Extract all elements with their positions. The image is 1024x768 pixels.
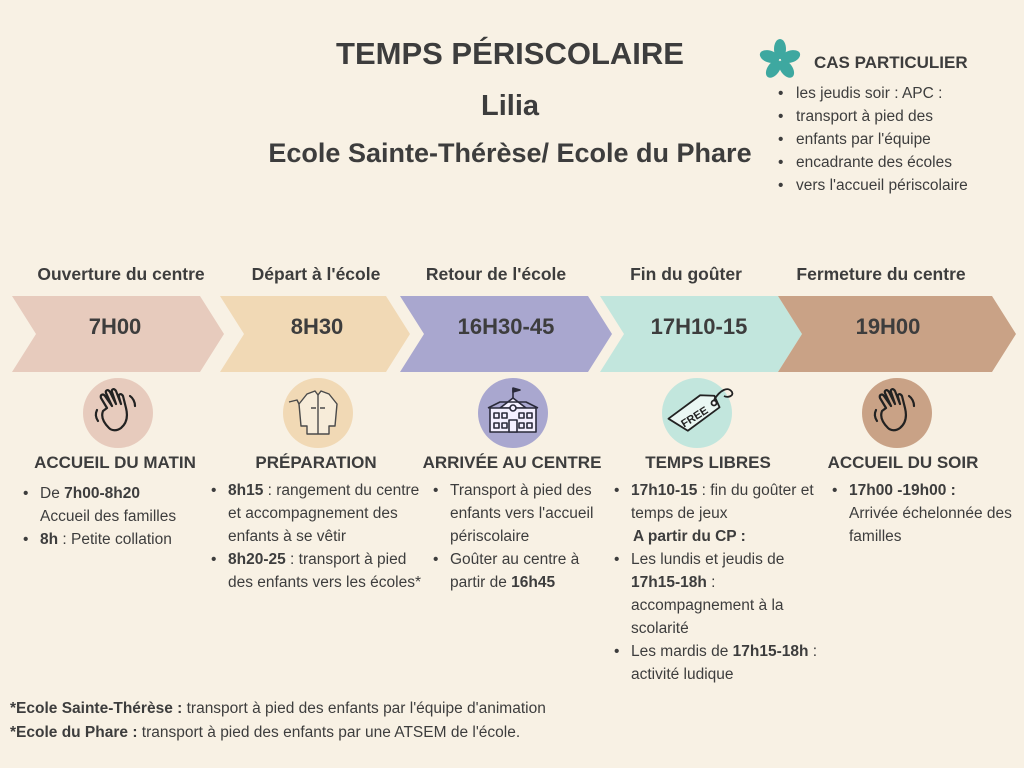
stage-label-departure: Départ à l'école	[251, 264, 381, 284]
list-item: • 17h00 -19h00 : Arrivée échelonnée des familles	[829, 479, 1019, 548]
prep-list	[208, 479, 434, 594]
evening-list	[829, 479, 1019, 548]
evening-icon-circle	[862, 378, 932, 448]
free-tag-text: FREE	[679, 404, 711, 431]
waving-hand-icon	[862, 378, 932, 448]
special-case-list	[776, 82, 1016, 197]
section-title-evening: ACCUEIL DU SOIR	[827, 453, 979, 472]
page-subtitle: Lilia	[480, 90, 539, 122]
list-item: • Goûter au centre à partir de 16h45	[430, 548, 610, 594]
footnote-phare: *Ecole du Phare : transport à pied des enfants par une ATSEM de l'école.	[10, 724, 521, 741]
list-item: • Les lundis et jeudis de 17h15-18h : accompagnement à la scolarité	[611, 548, 837, 640]
section-title-prep: PRÉPARATION	[255, 453, 377, 472]
asterisk-icon	[758, 38, 802, 82]
stage-label-snack-end: Fin du goûter	[630, 264, 742, 284]
time-departure: 8H30	[290, 314, 344, 339]
list-item: • 17h10-15 : fin du goûter et temps de jeux	[611, 479, 837, 525]
stage-label-opening: Ouverture du centre	[37, 264, 205, 284]
time-opening: 7H00	[88, 314, 142, 339]
list-item: • 8h20-25 : transport à pied des enfants vers les écoles*	[208, 548, 434, 594]
special-case-title: CAS PARTICULIER	[814, 53, 968, 72]
schools-heading: Ecole Sainte-Thérèse/ Ecole du Phare	[268, 138, 752, 168]
special-case-line: • transport à pied des	[776, 105, 1016, 128]
time-closing: 19H00	[855, 314, 921, 339]
free-icon-circle	[662, 378, 732, 448]
footnote-sainte-therese: *Ecole Sainte-Thérèse : transport à pied des enfants par l'équipe d'animation	[10, 700, 546, 717]
page-title: TEMPS PÉRISCOLAIRE	[336, 36, 684, 71]
morning-icon-circle	[83, 378, 153, 448]
time-return: 16H30-45	[457, 314, 555, 339]
cp-label: A partir du CP :	[633, 528, 746, 545]
waving-hand-icon	[83, 378, 153, 448]
morning-list	[20, 482, 216, 551]
special-case-line: • enfants par l'équipe	[776, 128, 1016, 151]
stage-label-closing: Fermeture du centre	[796, 264, 966, 284]
special-case-line: • encadrante des écoles	[776, 151, 1016, 174]
section-title-morning: ACCUEIL DU MATIN	[34, 453, 196, 472]
section-title-free: TEMPS LIBRES	[645, 453, 771, 472]
list-item: • Transport à pied des enfants vers l'accueil périscolaire	[430, 479, 610, 548]
list-item: • 8h : Petite collation	[20, 528, 216, 551]
special-case-line: • les jeudis soir : APC :	[776, 82, 1016, 105]
list-item: • Les mardis de 17h15-18h : activité ludique	[611, 640, 837, 686]
free-tag-icon	[662, 370, 742, 440]
free-time-list	[611, 479, 837, 686]
jacket-icon	[283, 378, 353, 448]
arrival-list	[430, 479, 610, 594]
list-item: • De 7h00-8h20 Accueil des familles	[20, 482, 216, 528]
time-snack-end: 17H10-15	[650, 314, 748, 339]
stage-label-return: Retour de l'école	[425, 264, 567, 284]
list-item: • 8h15 : rangement du centre et accompagnement des enfants à se vêtir	[208, 479, 434, 548]
section-title-arrival: ARRIVÉE AU CENTRE	[422, 453, 602, 472]
arrival-icon-circle	[478, 378, 548, 448]
prep-icon-circle	[283, 378, 353, 448]
special-case-line: • vers l'accueil périscolaire	[776, 174, 1016, 197]
school-building-icon	[478, 378, 548, 448]
